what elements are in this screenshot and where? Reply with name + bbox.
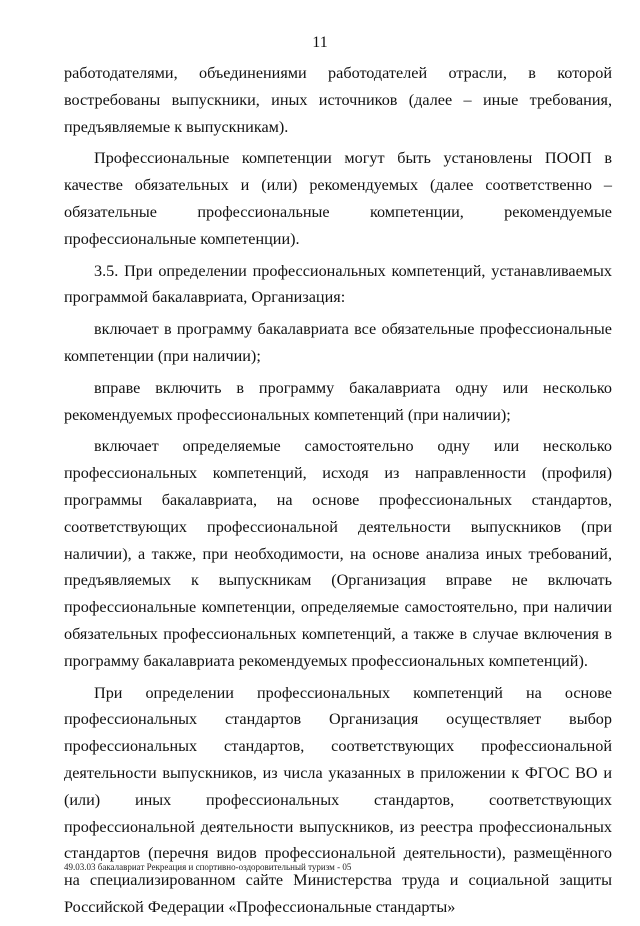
paragraph-includes-mandatory: включает в программу бакалавриата все обязательные профессиональные компетенции (при наличии); (64, 320, 612, 365)
page-number: 11 (312, 34, 328, 51)
page-footer: 49.03.03 бакалавриат Рекреация и спортивно-оздоровительный туризм - 05 (64, 862, 352, 872)
paragraph-section-3-5: 3.5. При определении профессиональных компетенций, устанавливаемых программой бакалавриата, Организация: (64, 261, 612, 307)
paragraph-competencies-poop: Профессиональные компетенции могут быть установлены ПООП в качестве обязательных и (или) рекомендуемых (далее соответственно – обязательные профессиональные компетенции, рекомендуемые профессиональные компетенции). (64, 149, 612, 248)
paragraph-professional-standards: При определении профессиональных компетенций на основе профессиональных стандартов Организация осуществляет выбор профессиональных стандартов, соответствующих профессиональной деятельности выпускников, из числа указанных в приложении к ФГОС ВО и (или) иных профессиональных стандартов, соответствующих профессиональной деятельности выпускников, из реестра профессиональных стандартов (перечня видов профессиональной деятельности), размещённого на специализированном сайте Министерства труда и социальной защиты Российской Федерации «Профессиональные стандарты» (64, 683, 612, 916)
paragraph-may-include-recommended: вправе включить в программу бакалавриата одну или несколько рекомендуемых профессиональных компетенций (при наличии); (64, 378, 612, 424)
paragraph-includes-self-defined: включает определяемые самостоятельно одну или несколько профессиональных компетенций, исходя из направленности (профиля) программы бакалавриата, на основе профессиональных стандартов, соответствующих профессиональной деятельности выпускников (при наличии), а также, при необходимости, на основе анализа иных требований, предъявляемых к выпускникам (Организация вправе не включать профессиональные компетенции, определяемые самостоятельно, при наличии обязательных профессиональных компетенций, а также в случае включения в программу бакалавриата рекомендуемых профессиональных компетенций). (64, 437, 612, 670)
document-body (64, 60, 612, 926)
paragraph-continuation: работодателями, объединениями работодателей отрасли, в которой востребованы выпускники, иных источников (далее – иные требования, предъявляемые к выпускникам). (64, 64, 612, 136)
